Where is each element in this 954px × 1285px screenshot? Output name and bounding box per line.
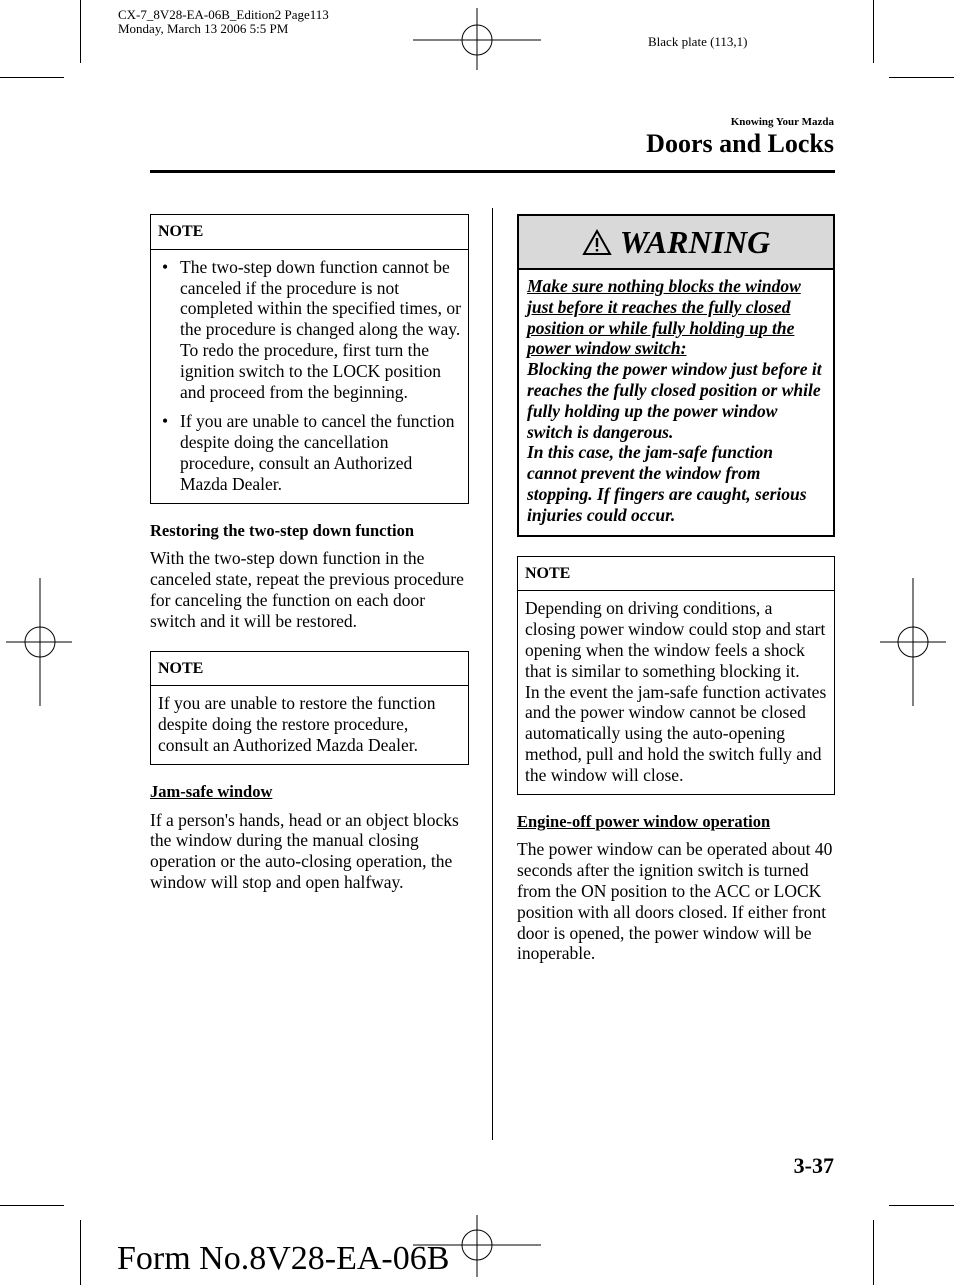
jam-safe-heading: Jam-safe window — [150, 781, 273, 801]
chapter-title: Doors and Locks — [646, 129, 834, 158]
warning-triangle-icon — [582, 229, 612, 256]
form-number: Form No.8V28-EA-06B — [117, 1240, 450, 1277]
print-header — [118, 8, 329, 36]
note-title: NOTE — [518, 557, 834, 592]
note-bullet-text: If you are unable to cancel the function despite doing the cancellation procedure, consult an Authorized Mazda Dealer. — [180, 411, 455, 494]
note-title: NOTE — [151, 215, 468, 250]
note-title: NOTE — [151, 652, 468, 687]
column-divider — [492, 208, 493, 1140]
crop-mark — [889, 1205, 954, 1206]
registration-crosshair-icon — [411, 1215, 543, 1277]
crop-mark — [80, 0, 81, 63]
left-column — [150, 214, 469, 893]
warning-header — [519, 216, 833, 270]
plate-label: Black plate (113,1) — [648, 34, 748, 49]
header-rule — [150, 170, 835, 173]
note-box — [517, 556, 835, 795]
crop-mark — [873, 0, 874, 63]
page-number: 3-37 — [793, 1153, 834, 1178]
print-header-date: Monday, March 13 2006 5:5 PM — [118, 21, 289, 36]
warning-box — [517, 214, 835, 537]
note-bullet-text: The two-step down function cannot be canceled if the procedure is not completed within the specified times, or the procedure is changed along the way. To redo the procedure, first turn the ignition switch to the LOCK position and proceed from the beginning. — [180, 256, 461, 402]
restore-paragraph: With the two-step down function in the canceled state, repeat the previous procedure for canceling the function on each door switch and it will be restored. — [150, 548, 464, 631]
registration-crosshair-icon — [880, 576, 946, 708]
bullet-icon: • — [162, 411, 169, 432]
note-bullet — [158, 257, 461, 403]
section-title: Knowing Your Mazda — [730, 116, 834, 128]
print-header-file: CX-7_8V28-EA-06B_Edition2 Page113 — [118, 7, 329, 22]
restore-heading: Restoring the two-step down function — [150, 520, 414, 540]
note-box — [150, 214, 469, 504]
registration-crosshair-icon — [411, 8, 543, 70]
note-box — [150, 651, 469, 765]
crop-mark — [80, 1220, 81, 1285]
note-bullet — [158, 411, 461, 494]
right-column — [517, 214, 835, 964]
jam-safe-paragraph: If a person's hands, head or an object blocks the window during the manual closing operation or the auto-closing operation, the window will stop and open halfway. — [150, 809, 459, 892]
registration-crosshair-icon — [6, 576, 72, 708]
crop-mark — [0, 1205, 64, 1206]
crop-mark — [889, 77, 954, 78]
warning-title: WARNING — [619, 223, 771, 260]
warning-line: Blocking the power window just before it reaches the fully closed position or while fully holding up the power window switch is dangerous. — [527, 359, 822, 442]
bullet-icon: • — [162, 256, 169, 277]
crop-mark — [0, 77, 64, 78]
note-bullet-list — [158, 257, 461, 495]
note-paragraph: In the event the jam-safe function activates and the power window cannot be closed automatically using the auto-opening method, pull and hold the switch fully and the window will close. — [525, 681, 827, 785]
warning-body — [519, 270, 833, 535]
crop-mark — [873, 1220, 874, 1285]
warning-line: In this case, the jam-safe function cannot prevent the window from stopping. If fingers are caught, serious injuries could occur. — [527, 442, 807, 525]
note-text: If you are unable to restore the function despite doing the restore procedure, consult an Authorized Mazda Dealer. — [158, 693, 436, 755]
engine-off-paragraph: The power window can be operated about 40 seconds after the ignition switch is turned from the ON position to the ACC or LOCK position with all doors closed. If either front door is opened, the power window will be inoperable. — [517, 839, 833, 964]
warning-lead: Make sure nothing blocks the window just before it reaches the fully closed position or while fully holding up the power window switch: — [527, 276, 801, 359]
note-paragraph: Depending on driving conditions, a closing power window could stop and start opening when the window feels a shock that is similar to something blocking it. — [525, 598, 826, 681]
engine-off-heading: Engine-off power window operation — [517, 811, 771, 831]
